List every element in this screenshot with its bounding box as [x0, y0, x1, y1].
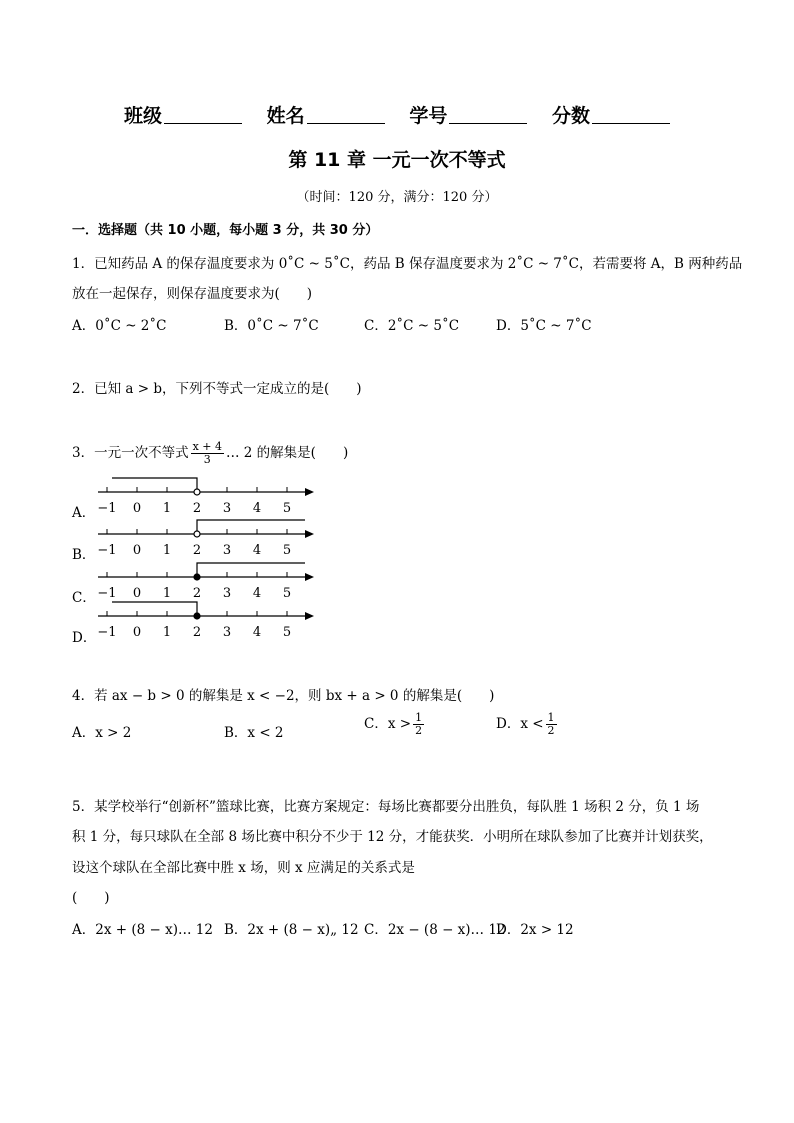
- question-4-line1: 4．若 ax − b > 0 的解集是 x < −2，则 bx + a > 0 的解集是( ): [72, 688, 495, 704]
- solution-ray: [197, 563, 305, 577]
- number-line-c: [97, 563, 314, 601]
- question-5-option-c[interactable]: C．2x − (8 − x)… 12: [364, 922, 506, 938]
- question-3-option-d-label[interactable]: D．: [72, 630, 97, 646]
- tick-label: 2: [192, 543, 202, 558]
- solution-ray: [197, 520, 305, 534]
- question-3-stem: [72, 441, 348, 466]
- option-label: C．: [364, 716, 388, 732]
- number-line-d: [97, 602, 314, 640]
- question-5-line4: ( ): [72, 890, 110, 906]
- closed-point-icon: [194, 613, 200, 619]
- student-id-field: [409, 101, 527, 128]
- tick-label: 2: [192, 501, 202, 516]
- option-fraction: [546, 712, 557, 737]
- tick-label: 2: [192, 586, 202, 601]
- solution-ray: [112, 602, 197, 616]
- tick-label: 1: [162, 543, 172, 558]
- score-blank[interactable]: [592, 105, 670, 124]
- tick-label: 4: [252, 586, 262, 601]
- question-1-option-b[interactable]: B．0˚C ~ 7˚C: [224, 318, 319, 334]
- class-field: [124, 101, 242, 128]
- tick-label: 5: [282, 625, 292, 640]
- number-line-figures: [90, 470, 330, 645]
- question-5-option-a[interactable]: A．2x + (8 − x)… 12: [72, 922, 213, 938]
- option-text: x < 2: [247, 725, 284, 741]
- tick-label: 1: [162, 625, 172, 640]
- fraction-denominator: 3: [203, 453, 211, 466]
- tick-label: −1: [97, 501, 117, 516]
- axis-arrow-icon: [305, 573, 314, 581]
- tick-label: 3: [222, 501, 232, 516]
- question-4-option-c[interactable]: [364, 712, 426, 737]
- axis-arrow-icon: [305, 488, 314, 496]
- tick-label: 0: [132, 586, 142, 601]
- open-point-icon: [194, 489, 200, 495]
- fraction-denominator: 2: [547, 724, 555, 737]
- axis-arrow-icon: [305, 530, 314, 538]
- tick-label: −1: [97, 625, 117, 640]
- question-3-option-c-label[interactable]: C．: [72, 590, 96, 606]
- number-line-a: [97, 478, 314, 516]
- tick-label: 1: [162, 501, 172, 516]
- question-4-option-a[interactable]: [72, 721, 131, 741]
- student-id-blank[interactable]: [449, 105, 527, 124]
- open-point-icon: [194, 531, 200, 537]
- tick-label: 3: [222, 543, 232, 558]
- question-5-option-d[interactable]: D．2x > 12: [496, 922, 574, 938]
- tick-label: 5: [282, 543, 292, 558]
- tick-label: 4: [252, 543, 262, 558]
- question-5-line1: 5．某学校举行“创新杯”篮球比赛，比赛方案规定：每场比赛都要分出胜负，每队胜 1 场积 2 分，负 1 场: [72, 799, 700, 815]
- name-field: [267, 101, 385, 128]
- question-4-option-b[interactable]: [224, 721, 284, 741]
- question-3-prefix: 3．一元一次不等式: [72, 445, 189, 461]
- class-label: 班级: [124, 105, 163, 127]
- question-1-option-d[interactable]: D．5˚C ~ 7˚C: [496, 318, 592, 334]
- tick-label: −1: [97, 586, 117, 601]
- name-label: 姓名: [266, 105, 305, 127]
- fraction-numerator: x + 4: [192, 440, 223, 453]
- student-id-label: 学号: [409, 105, 448, 127]
- question-5-line3: 设这个球队在全部比赛中胜 x 场，则 x 应满足的关系式是: [72, 860, 415, 876]
- option-label: A．: [72, 725, 96, 741]
- fraction-numerator: 1: [547, 711, 555, 724]
- question-3-fraction: [191, 441, 224, 466]
- name-blank[interactable]: [307, 105, 385, 124]
- question-5-line2: 积 1 分，每只球队在全部 8 场比赛中积分不少于 12 分，才能获奖．小明所在球队参加了比赛并计划获奖，: [72, 829, 713, 845]
- score-field: [552, 101, 670, 128]
- tick-label: 2: [192, 625, 202, 640]
- tick-label: 3: [222, 586, 232, 601]
- tick-label: 0: [132, 625, 142, 640]
- tick-label: 4: [252, 625, 262, 640]
- tick-label: 4: [252, 501, 262, 516]
- tick-label: 1: [162, 586, 172, 601]
- fraction-denominator: 2: [415, 724, 423, 737]
- tick-label: 0: [132, 543, 142, 558]
- question-1-line2: 放在一起保存，则保存温度要求为( ): [72, 286, 313, 302]
- score-label: 分数: [551, 105, 590, 127]
- fraction-numerator: 1: [415, 711, 423, 724]
- option-text: x <: [520, 716, 544, 732]
- tick-label: −1: [97, 543, 117, 558]
- option-label: B．: [224, 725, 248, 741]
- question-1-option-c[interactable]: C．2˚C ~ 5˚C: [364, 318, 460, 334]
- option-text: x >: [387, 716, 412, 732]
- question-5-option-b[interactable]: B．2x + (8 − x)„ 12: [224, 922, 359, 938]
- question-4-option-d[interactable]: [496, 712, 559, 737]
- tick-label: 0: [132, 501, 142, 516]
- number-line-b: [97, 520, 314, 558]
- option-text: x > 2: [95, 725, 132, 741]
- page-title: 第 11 章 一元一次不等式: [288, 149, 506, 171]
- closed-point-icon: [194, 574, 200, 580]
- class-blank[interactable]: [164, 105, 242, 124]
- section-heading: 一．选择题（共 10 小题，每小题 3 分，共 30 分）: [72, 223, 379, 238]
- tick-label: 3: [222, 625, 232, 640]
- question-1-line1: 1．已知药品 A 的保存温度要求为 0˚C ~ 5˚C，药品 B 保存温度要求为 2˚C ~ 7˚C，若需要将 A，B 两种药品: [72, 256, 743, 272]
- exam-info: （时间：120 分，满分：120 分）: [296, 190, 498, 205]
- question-3-suffix: … 2 的解集是( ): [226, 445, 349, 461]
- question-3-option-b-label[interactable]: B．: [72, 547, 96, 563]
- solution-ray: [112, 478, 197, 492]
- question-2-line1: 2．已知 a > b，下列不等式一定成立的是( ): [72, 381, 362, 397]
- option-label: D．: [496, 716, 521, 732]
- option-fraction: [413, 712, 424, 737]
- question-3-option-a-label[interactable]: A．: [72, 505, 96, 521]
- question-1-option-a[interactable]: A．0˚C ~ 2˚C: [72, 318, 167, 334]
- axis-arrow-icon: [305, 612, 314, 620]
- student-info-header: [0, 101, 794, 128]
- tick-label: 5: [282, 501, 292, 516]
- tick-label: 5: [282, 586, 292, 601]
